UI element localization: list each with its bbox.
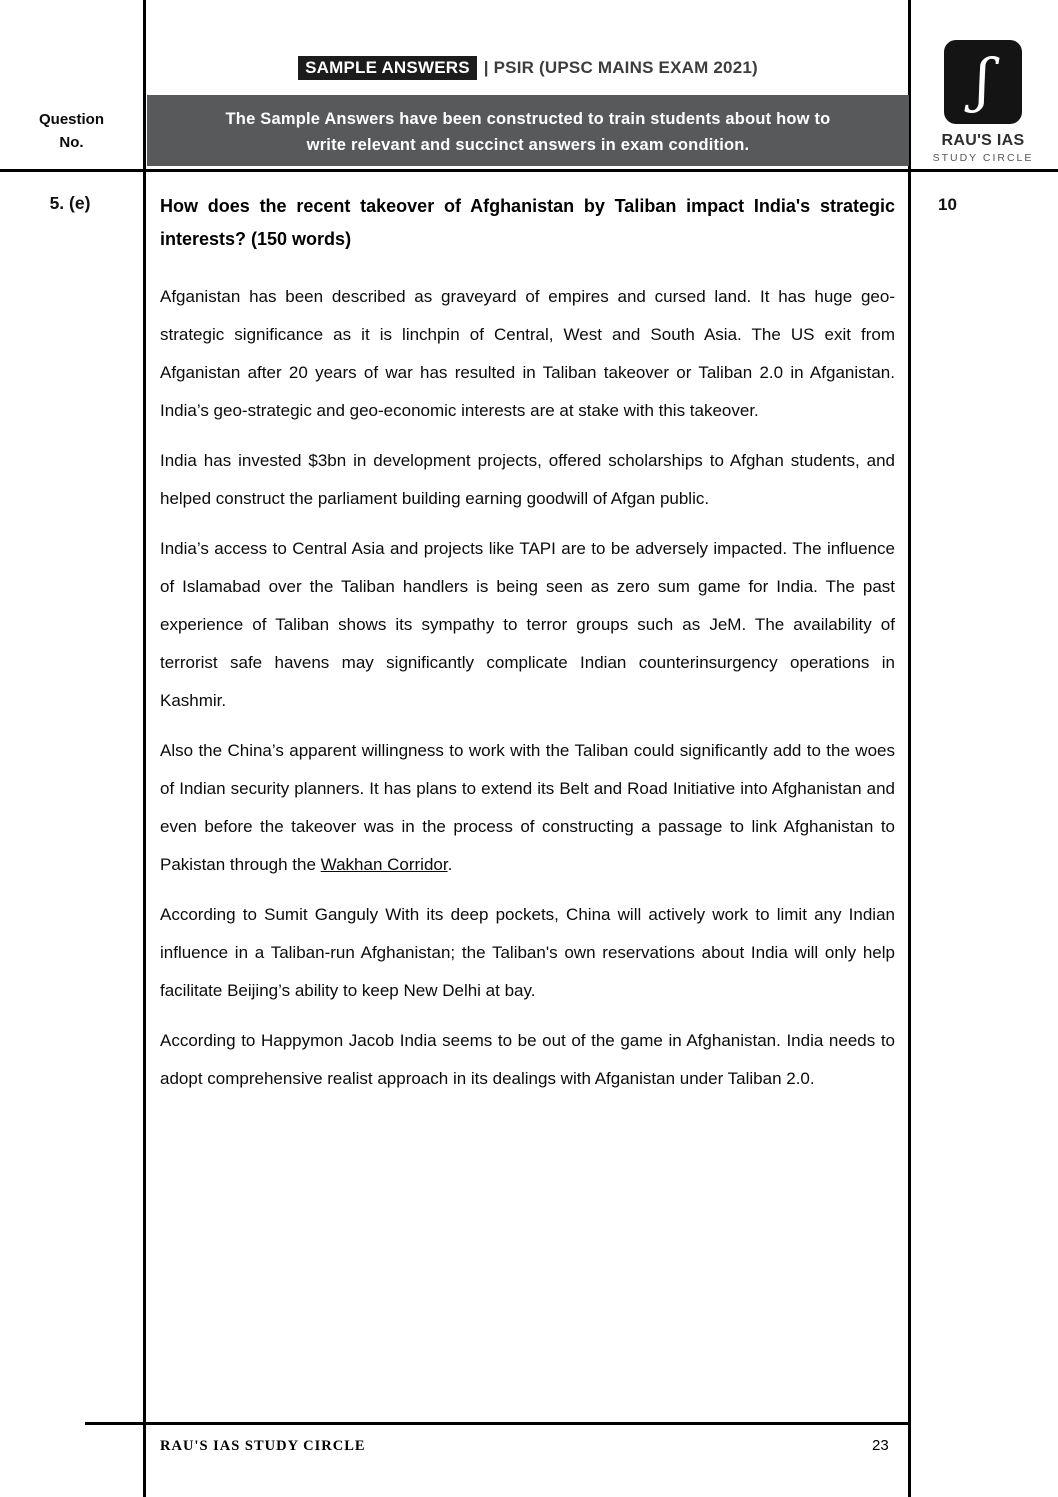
notice-banner — [147, 95, 909, 166]
logo-sub-text: STUDY CIRCLE — [932, 152, 1034, 164]
paragraph-4-before: Also the China’s apparent willingness to work with the Taliban could significantly add to the woes of Indian security planners. It has plans to extend its Belt and Road Initiative into Afghanistan and even before the takeover was in the process of constructing a passage to link Afghanistan to Pakistan through the — [160, 741, 895, 874]
notice-line-1: The Sample Answers have been constructed to train students about how to — [225, 110, 831, 128]
paragraph-4-after: . — [447, 855, 453, 874]
right-rule — [908, 0, 911, 1497]
question-text: How does the recent takeover of Afghanistan by Taliban impact India's strategic interests? (150 words) — [160, 196, 895, 249]
left-rule — [143, 0, 146, 1497]
footer-page-number: 23 — [872, 1437, 889, 1454]
question-number: 5. (e) — [49, 193, 91, 213]
answer-paragraph-3: India’s access to Central Asia and projects like TAPI are to be adversely impacted. The influence of Islamabad over the Taliban handlers is being seen as zero sum game for India. The past experience of Taliban shows its sympathy to terror groups such as JeM. The availability of terrorist safe havens may significantly complicate Indian counterinsurgency operations in Kashmir. — [160, 539, 895, 710]
question-label-line-1: Question — [38, 111, 104, 128]
header-divider — [0, 169, 1058, 172]
logo-glyph: ʃ — [975, 46, 991, 114]
answer-paragraph-2: India has invested $3bn in development projects, offered scholarships to Afghan students, and helped construct the parliament building earning goodwill of Afgan public. — [160, 451, 895, 508]
question-label-line-2: No. — [59, 134, 84, 152]
brand-logo — [915, 40, 1051, 164]
title-rest: | PSIR (UPSC MAINS EXAM 2021) — [483, 58, 758, 77]
answer-paragraph-1: Afganistan has been described as graveyard of empires and cursed land. It has huge geo-strategic significance as it is linchpin of Central, West and South Asia. The US exit from Afganistan after 20 years of war has resulted in Taliban takeover or Taliban 2.0 in Afganistan. India’s geo-strategic and geo-economic interests are at stake with this takeover. — [160, 287, 895, 420]
underlined-term: Wakhan Corridor — [320, 855, 448, 874]
notice-line-2: write relevant and succinct answers in exam condition. — [306, 135, 750, 154]
answer-content — [160, 190, 895, 1110]
question-no-label — [0, 108, 143, 155]
answer-paragraph-4 — [160, 732, 895, 884]
logo-mark-icon — [944, 40, 1022, 124]
logo-brand-text: RAU'S IAS — [941, 132, 1025, 149]
answer-paragraph-6: According to Happymon Jacob India seems to be out of the game in Afghanistan. India needs to adopt comprehensive realist approach in its dealings with Afganistan under Taliban 2.0. — [160, 1031, 895, 1088]
document-title — [150, 58, 906, 78]
marks-value: 10 — [938, 195, 957, 214]
answer-paragraph-5: According to Sumit Ganguly With its deep pockets, China will actively work to limit any Indian influence in a Taliban-run Afghanistan; the Taliban's own reservations about India will only help facilitate Beijing’s ability to keep New Delhi at bay. — [160, 905, 895, 1000]
footer-divider — [85, 1422, 910, 1425]
footer-brand: RAU'S IAS STUDY CIRCLE — [160, 1438, 366, 1454]
title-highlight: SAMPLE ANSWERS — [298, 56, 477, 80]
